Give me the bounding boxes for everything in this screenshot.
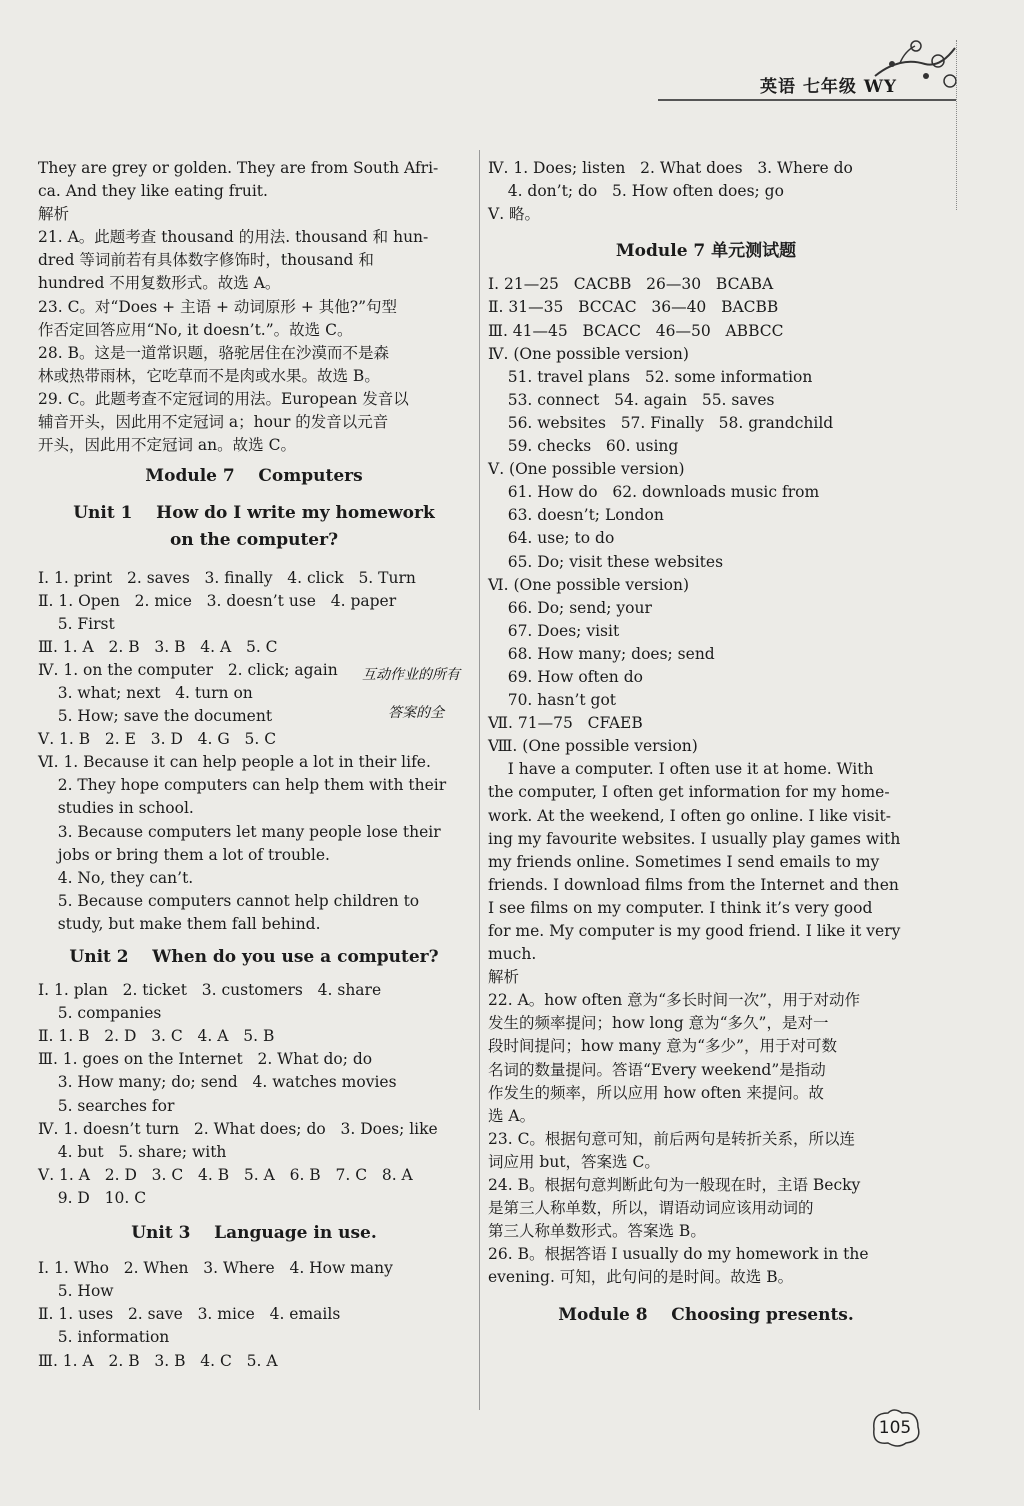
answer-line: 4. No, they can’t. <box>38 868 194 887</box>
text-line: 开头，因此用不定冠词 an。故选 C。 <box>38 436 296 455</box>
module-8-title: Module 8 Choosing presents. <box>558 1304 854 1325</box>
answer-line: 66. Do; send; your <box>488 598 652 617</box>
unit-3-answers <box>38 1257 470 1372</box>
answer-line: 3. Because computers let many people lose their <box>38 822 441 841</box>
answer-line: Ⅴ. 1. B 2. E 3. D 4. G 5. C <box>38 730 277 749</box>
answer-line: 5. Because computers cannot help children to <box>38 891 420 910</box>
answer-line: 4. don’t; do 5. How often does; go <box>488 182 784 201</box>
analysis-line: evening. 可知，此句问的是时间。故选 B。 <box>488 1268 794 1287</box>
essay-line: friends. I download films from the Internet and then <box>488 875 899 894</box>
module-7-test-title: Module 7 单元测试题 <box>615 241 797 262</box>
answer-line: studies in school. <box>38 799 194 818</box>
answer-line: 2. They hope computers can help them with their <box>38 776 447 795</box>
analysis-line: 24. B。根据句意判断此句为一般现在时，主语 Becky <box>488 1176 861 1195</box>
unit-1-title-cont: on the computer? <box>169 530 339 551</box>
text-line: 28. B。这是一道常识题，骆驼居住在沙漠而不是森 <box>38 343 389 362</box>
answer-line: 3. How many; do; send 4. watches movies <box>38 1073 397 1092</box>
answer-line: 53. connect 54. again 55. saves <box>488 390 775 409</box>
essay-line: the computer, I often get information for my home- <box>488 783 890 802</box>
analysis-line: 26. B。根据答语 I usually do my homework in the <box>488 1245 869 1264</box>
answer-line: Ⅱ. 31—35 BCCAC 36—40 BACBB <box>488 298 779 317</box>
text-line: ca. And they like eating fruit. <box>38 182 268 201</box>
plum-blossom-icon <box>870 36 960 96</box>
answer-line: Ⅴ. (One possible version) <box>488 460 685 479</box>
answer-line: 56. websites 57. Finally 58. grandchild <box>488 413 834 432</box>
answer-line: Ⅲ. 1. A 2. B 3. B 4. A 5. C <box>38 637 278 656</box>
analysis-line: 名词的数量提问。答语“Every weekend”是指动 <box>488 1060 826 1079</box>
answer-line: Ⅴ. 1. A 2. D 3. C 4. B 5. A 6. B 7. C 8. A <box>38 1165 413 1184</box>
answer-line: jobs or bring them a lot of trouble. <box>38 845 330 864</box>
essay-line: for me. My computer is my good friend. I like it very <box>488 922 901 940</box>
unit-1-title: Unit 1 How do I write my homework <box>73 503 435 524</box>
essay-line: much. <box>488 945 537 964</box>
answer-line: 5. How <box>38 1282 114 1301</box>
answer-line: 5. information <box>38 1328 170 1347</box>
answer-line: Ⅵ. 1. Because it can help people a lot in their life. <box>38 753 431 772</box>
answer-line: Ⅱ. 1. Open 2. mice 3. doesn’t use 4. paper <box>38 591 397 610</box>
analysis-line: 发生的频率提问；how long 意为“多久”，是对一 <box>488 1014 829 1033</box>
answer-line: 63. doesn’t; London <box>488 506 664 525</box>
answer-line: Ⅶ. 71—75 CFAEB <box>488 714 643 733</box>
answer-line: 69. How often do <box>488 667 643 686</box>
answer-line: 5. First <box>38 614 115 633</box>
answer-line: 5. searches for <box>38 1096 175 1115</box>
module-7-title: Module 7 Computers <box>145 466 363 487</box>
text-line: 解析 <box>38 205 70 224</box>
answer-line: Ⅰ. 1. print 2. saves 3. finally 4. click 5. Turn <box>38 568 416 587</box>
answer-line: Ⅰ. 1. plan 2. ticket 3. customers 4. share <box>38 981 382 1000</box>
analysis-line: 解析 <box>488 968 520 987</box>
analysis-line: 22. A。how often 意为“多长时间一次”，用于对动作 <box>488 991 861 1010</box>
analysis-line: 选 A。 <box>488 1106 536 1125</box>
analysis-line: 段时间提问；how many 意为“多少”，用于对可数 <box>488 1037 837 1056</box>
answer-line: Ⅳ. 1. on the computer 2. click; again <box>38 660 338 679</box>
essay-line: I have a computer. I often use it at home. With <box>488 760 874 779</box>
text-line: 林或热带雨林，它吃草而不是肉或水果。故选 B。 <box>38 366 380 385</box>
answer-line: 9. D 10. C <box>38 1188 147 1207</box>
text-line: 作否定回答应用“No, it doesn’t.”。故选 C。 <box>38 320 353 339</box>
answer-line: 61. How do 62. downloads music from <box>488 483 820 502</box>
header-rule <box>658 99 956 101</box>
unit-2-answers <box>38 979 470 1210</box>
essay-line: work. At the weekend, I often go online. I like visit- <box>488 806 891 825</box>
page-number: 105 <box>878 1418 912 1438</box>
answer-line: 5. How; save the document <box>38 707 273 726</box>
answer-line: Ⅳ. 1. Does; listen 2. What does 3. Where do <box>488 159 853 177</box>
answer-line: Ⅳ. 1. doesn’t turn 2. What does; do 3. Does; like <box>38 1119 438 1138</box>
text-line: hundred 不用复数形式。故选 A。 <box>38 274 281 293</box>
handwritten-note-line: 互动作业的所有 <box>362 667 460 683</box>
answer-line: 70. hasn’t got <box>488 691 617 710</box>
answer-line: Ⅰ. 1. Who 2. When 3. Where 4. How many <box>38 1259 393 1278</box>
analysis-line: 作发生的频率，所以应用 how often 来提问。故 <box>488 1083 824 1102</box>
answer-line: 68. How many; does; send <box>488 644 715 663</box>
handwritten-note <box>362 656 492 736</box>
answer-line: 67. Does; visit <box>488 621 620 640</box>
answer-line: 65. Do; visit these websites <box>488 552 724 571</box>
page-header: 英语 七年级 WY <box>760 77 898 97</box>
answer-line: study, but make them fall behind. <box>38 914 321 933</box>
answer-line: 64. use; to do <box>488 529 615 548</box>
answer-line: Ⅱ. 1. B 2. D 3. C 4. A 5. B <box>38 1027 275 1046</box>
essay-line: I see films on my computer. I think it’s very good <box>488 898 873 917</box>
header-vertical-rule <box>956 40 958 210</box>
answer-line: 51. travel plans 52. some information <box>488 367 813 386</box>
answer-line: 5. companies <box>38 1004 162 1023</box>
text-line: 21. A。此题考查 thousand 的用法. thousand 和 hun- <box>38 228 429 247</box>
text-line: 29. C。此题考查不定冠词的用法。European 发音以 <box>38 389 409 408</box>
answer-line: Ⅲ. 41—45 BCACC 46—50 ABBCC <box>488 321 784 340</box>
unit-1-answers <box>38 567 470 937</box>
column-divider <box>479 150 480 1410</box>
text-line: 辅音开头，因此用不定冠词 a；hour 的发音以元音 <box>38 413 389 432</box>
text-line: dred 等词前若有具体数字修饰时，thousand 和 <box>38 251 374 270</box>
handwritten-note-line: 答案的全 <box>388 705 444 721</box>
left-intro <box>38 157 470 457</box>
answer-line: Ⅳ. (One possible version) <box>488 344 689 363</box>
answer-line: 4. but 5. share; with <box>38 1142 227 1161</box>
analysis-line: 第三人称单数形式。答案选 B。 <box>488 1222 706 1241</box>
text-line: 23. C。对“Does + 主语 + 动词原形 + 其他?”句型 <box>38 297 398 316</box>
text-line: They are grey or golden. They are from South Afri- <box>38 159 439 177</box>
unit-2-title: Unit 2 When do you use a computer? <box>69 947 439 967</box>
right-column <box>488 157 924 1327</box>
answer-line: 59. checks 60. using <box>488 437 679 456</box>
answer-line: Ⅰ. 21—25 CACBB 26—30 BCABA <box>488 275 774 294</box>
unit-3-answers-cont <box>488 157 924 226</box>
answer-line: Ⅲ. 1. A 2. B 3. B 4. C 5. A <box>38 1351 278 1370</box>
analysis-section <box>488 966 924 1289</box>
unit-3-title: Unit 3 Language in use. <box>131 1223 377 1244</box>
analysis-line: 23. C。根据句意可知，前后两句是转折关系，所以连 <box>488 1129 855 1148</box>
analysis-line: 是第三人称单数，所以，谓语动词应该用动词的 <box>488 1199 814 1218</box>
left-column <box>38 157 470 1373</box>
analysis-line: 词应用 but，答案选 C。 <box>488 1152 660 1171</box>
module-7-test-answers <box>488 273 924 758</box>
essay-line: my friends online. Sometimes I send emails to my <box>488 852 880 871</box>
answer-line: Ⅷ. (One possible version) <box>488 737 698 756</box>
sample-essay <box>488 758 924 966</box>
essay-line: ing my favourite websites. I usually play games with <box>488 829 901 848</box>
answer-line: Ⅱ. 1. uses 2. save 3. mice 4. emails <box>38 1305 341 1324</box>
answer-line: Ⅴ. 略。 <box>488 205 541 224</box>
answer-line: Ⅲ. 1. goes on the Internet 2. What do; do <box>38 1050 373 1069</box>
answer-line: 3. what; next 4. turn on <box>38 683 253 702</box>
answer-line: Ⅵ. (One possible version) <box>488 575 689 594</box>
